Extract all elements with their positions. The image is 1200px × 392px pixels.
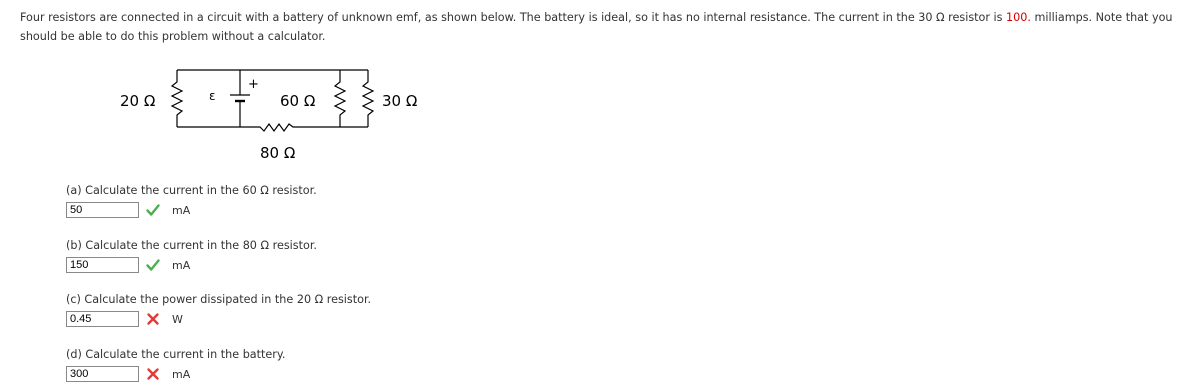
question-d-text: (d) Calculate the current in the battery. [66,348,286,361]
circuit-diagram [100,60,460,170]
question-a-unit: mA [172,204,191,217]
resistor-30-zigzag [363,70,373,127]
problem-statement [20,8,1185,46]
resistor-80-zigzag [240,124,340,131]
cross-icon [146,367,160,381]
question-d-answer-row [66,366,286,386]
intro-text-1: Four resistors are connected in a circuit with a battery of unknown emf, as shown below. The battery is ideal, so it has no internal resistance. The current in the 30 Ω resistor is [20,11,1007,24]
r1-label: 20 Ω [120,92,156,110]
r2-label: 60 Ω [280,92,316,110]
question-a [66,184,317,222]
cross-icon [146,312,160,326]
question-c-text: (c) Calculate the power dissipated in the 20 Ω resistor. [66,293,372,306]
r3-label: 30 Ω [382,92,418,110]
question-d-unit: mA [172,368,191,381]
question-c-answer-input[interactable]: 0.45 [66,311,139,327]
question-c-unit: W [172,313,183,326]
question-b-unit: mA [172,259,191,272]
question-c [66,293,371,331]
intro-text-2: milliamps. Note that you should be able to do this problem without a calculator. [20,11,1173,43]
question-d-answer-input[interactable]: 300 [66,366,139,382]
question-a-text: (a) Calculate the current in the 60 Ω resistor. [66,184,317,197]
checkmark-icon [146,203,160,217]
question-c-answer-row [66,311,371,331]
checkmark-icon [146,258,160,272]
resistor-20-zigzag [172,70,182,127]
question-b-answer-input[interactable]: 150 [66,257,139,273]
r4-label: 80 Ω [260,144,296,162]
given-current-value: 100. [1006,11,1031,24]
resistor-60-zigzag [335,70,345,127]
emf-label: ε [209,89,216,103]
question-b-text: (b) Calculate the current in the 80 Ω resistor. [66,239,317,252]
question-a-answer-input[interactable]: 50 [66,202,139,218]
plus-label: + [248,77,259,92]
question-d [66,348,286,386]
question-a-answer-row [66,202,317,222]
question-b [66,239,317,277]
question-b-answer-row [66,257,317,277]
